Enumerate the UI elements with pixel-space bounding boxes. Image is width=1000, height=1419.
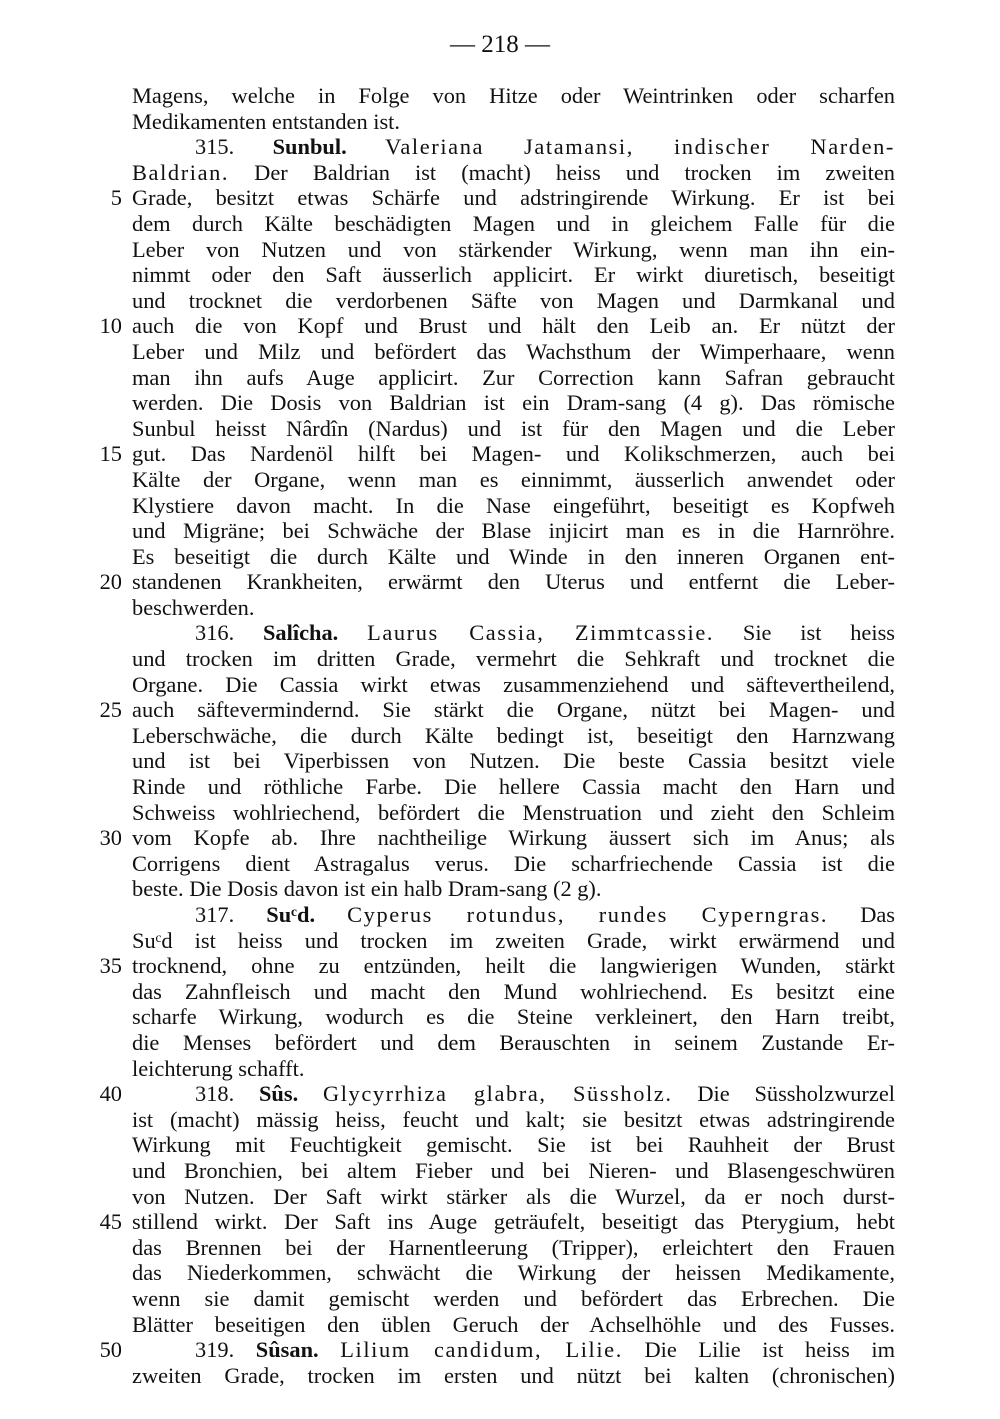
text-line	[0, 800, 1000, 826]
text-run: zweiten Grade, trocken im ersten und nützt bei kalten (chronischen)	[132, 1362, 895, 1388]
line-text	[132, 1209, 895, 1235]
botanical-name: Lilium candidum, Lilie.	[340, 1337, 623, 1363]
line-text	[132, 518, 895, 544]
text-run	[298, 1081, 323, 1106]
text-run: Medikamenten entstanden ist.	[132, 108, 400, 134]
text-line	[0, 1030, 1000, 1056]
text-run: Organe. Die Cassia wirkt etwas zusammenziehend und säftevertheilend,	[132, 671, 895, 697]
botanical-name: Valeriana Jatamansi, indischer Narden-	[385, 134, 895, 160]
text-run: Der Baldrian ist (macht) heiss und trocken im zweiten	[229, 159, 895, 185]
line-text	[132, 876, 895, 902]
text-run: und ist bei Viperbissen von Nutzen. Die beste Cassia besitzt viele	[132, 748, 895, 774]
text-run: beste. Die Dosis davon ist ein halb Dram-sang (2 g).	[132, 876, 602, 902]
text-run: Die Lilie ist heiss im	[622, 1337, 896, 1363]
text-run: wenn sie damit gemischt werden und befördert das Erbrechen. Die	[132, 1285, 895, 1311]
text-line	[0, 416, 1000, 442]
text-line	[0, 620, 1000, 646]
text-line	[0, 288, 1000, 314]
text-line	[0, 569, 1000, 595]
text-run: und Migräne; bei Schwäche der Blase injicirt man es in die Harnröhre.	[132, 518, 895, 544]
botanical-name: Cyperus rotundus, rundes Cyperngras.	[347, 902, 829, 927]
text-line	[0, 365, 1000, 391]
body-text	[0, 83, 1000, 1388]
line-text	[132, 851, 895, 877]
text-run: scharfe Wirkung, wodurch es die Steine verkleinert, den Harn treibt,	[132, 1004, 895, 1030]
text-line	[0, 83, 1000, 109]
line-text	[132, 672, 895, 698]
line-text	[132, 646, 895, 672]
entry-heading: Salîcha.	[262, 620, 339, 646]
line-text	[132, 1132, 895, 1158]
text-line	[0, 493, 1000, 519]
line-text	[132, 1312, 895, 1338]
text-line	[0, 928, 1000, 954]
line-text	[132, 1260, 895, 1286]
line-number: 45	[99, 1209, 122, 1235]
text-run: trocknend, ohne zu entzünden, heilt die langwierigen Wunden, stärkt	[132, 953, 895, 979]
line-text	[132, 825, 895, 851]
line-text	[132, 365, 895, 391]
text-run: und trocken im dritten Grade, vermehrt die Sehkraft und trocknet die	[132, 646, 895, 672]
botanical-name: Laurus Cassia, Zimmtcassie.	[367, 620, 715, 646]
text-run: werden. Die Dosis von Baldrian ist ein Dram-sang (4 g). Das römische	[132, 390, 895, 416]
text-run: leichterung schafft.	[132, 1055, 305, 1081]
line-text	[132, 1158, 895, 1184]
line-text	[132, 262, 895, 288]
line-number: 30	[99, 825, 122, 851]
text-line	[0, 1132, 1000, 1158]
text-run: die Menses befördert und dem Berauschten in seinem Zustande Er-	[132, 1029, 895, 1055]
line-number: 15	[99, 441, 122, 467]
line-number: 35	[99, 953, 122, 979]
line-number: 5	[110, 185, 122, 211]
text-run: das Niederkommen, schwächt die Wirkung der heissen Medikamente,	[132, 1260, 895, 1286]
line-text	[132, 390, 895, 416]
text-line	[0, 876, 1000, 902]
text-line	[0, 979, 1000, 1005]
text-run: das Brennen bei der Harnentleerung (Tripper), erleichtert den Frauen	[132, 1234, 895, 1260]
text-line	[0, 1312, 1000, 1338]
line-text	[132, 1184, 895, 1210]
text-run: Leber und Milz und befördert das Wachsthum der Wimperhaare, wenn	[132, 338, 895, 364]
text-line	[0, 390, 1000, 416]
text-run: beschwerden.	[132, 594, 255, 620]
text-run: nimmt oder den Saft äusserlich applicirt. Er wirkt diuretisch, beseitigt	[132, 262, 895, 288]
line-number: 20	[99, 569, 122, 595]
text-line	[0, 774, 1000, 800]
text-line	[0, 1260, 1000, 1286]
line-number: 40	[99, 1081, 122, 1107]
text-line	[0, 262, 1000, 288]
text-run: und Bronchien, bei altem Fieber und bei Nieren- und Blasengeschwüren	[132, 1157, 895, 1183]
line-number: 50	[99, 1337, 122, 1363]
line-text	[195, 620, 895, 646]
text-run: 318.	[195, 1081, 259, 1107]
line-text	[132, 1107, 895, 1133]
text-run: man ihn aufs Auge applicirt. Zur Correction kann Safran gebraucht	[132, 364, 895, 390]
text-run: Leber von Nutzen und von stärkender Wirkung, wenn man ihn ein-	[132, 236, 895, 262]
text-run: Magens, welche in Folge von Hitze oder Weintrinken oder scharfen	[132, 83, 895, 108]
line-number: 25	[99, 697, 122, 723]
text-line	[0, 1363, 1000, 1389]
line-text	[195, 1337, 895, 1363]
entry-heading: Sûs.	[258, 1081, 299, 1107]
text-line	[0, 723, 1000, 749]
text-run	[338, 620, 367, 645]
line-text	[132, 1286, 895, 1312]
botanical-name: Glycyrrhiza glabra, Süssholz.	[322, 1081, 673, 1107]
text-line	[0, 185, 1000, 211]
line-text	[132, 774, 895, 800]
line-text	[132, 1363, 895, 1389]
text-line	[0, 748, 1000, 774]
line-text	[195, 902, 895, 928]
line-text	[132, 339, 895, 365]
line-number: 10	[99, 313, 122, 339]
text-run: Es beseitigt die durch Kälte und Winde in den inneren Organen ent-	[132, 543, 895, 569]
line-text	[132, 441, 895, 467]
text-run: Sunbul heisst Nârdîn (Nardus) und ist für den Magen und die Leber	[132, 415, 895, 441]
text-run: Schweiss wohlriechend, befördert die Menstruation und zieht den Schleim	[132, 799, 895, 825]
text-line	[0, 672, 1000, 698]
text-run: das Zahnfleisch und macht den Mund wohlriechend. Es besitzt eine	[132, 978, 895, 1004]
line-text	[132, 237, 895, 263]
text-run: Die Süssholzwurzel	[672, 1081, 895, 1107]
text-line	[0, 1286, 1000, 1312]
text-line	[0, 697, 1000, 723]
line-text	[132, 800, 895, 826]
text-line	[0, 134, 1000, 160]
line-text	[132, 595, 895, 621]
text-line	[0, 851, 1000, 877]
line-text	[132, 544, 895, 570]
text-line	[0, 1184, 1000, 1210]
text-line	[0, 518, 1000, 544]
text-run: Klystiere davon macht. In die Nase eingeführt, beseitigt es Kopfweh	[132, 492, 895, 518]
text-line	[0, 160, 1000, 186]
text-run: und trocknet die verdorbenen Säfte von Magen und Darmkanal und	[132, 287, 895, 313]
text-run: auch säftevermindernd. Sie stärkt die Organe, nützt bei Magen- und	[132, 697, 895, 723]
text-run: gut. Das Nardenöl hilft bei Magen- und Kolikschmerzen, auch bei	[132, 441, 895, 467]
text-run: auch die von Kopf und Brust und hält den Leib an. Er nützt der	[132, 313, 895, 339]
text-line	[0, 1107, 1000, 1133]
text-line	[0, 1337, 1000, 1363]
line-text	[132, 467, 895, 493]
text-run	[319, 1337, 341, 1362]
text-run: 316.	[195, 620, 263, 646]
page-number-header: — 218 —	[450, 31, 550, 58]
line-text	[132, 185, 895, 211]
line-text	[132, 493, 895, 519]
text-run: stillend wirkt. Der Saft ins Auge geträufelt, beseitigt das Pterygium, hebt	[132, 1209, 895, 1235]
line-text	[132, 1235, 895, 1261]
line-text	[132, 313, 895, 339]
line-text	[132, 1030, 895, 1056]
line-text	[132, 1004, 895, 1030]
line-text	[132, 160, 895, 186]
text-run: 315.	[195, 134, 273, 160]
text-line	[0, 953, 1000, 979]
text-run: Blätter beseitigen den üblen Geruch der Achselhöhle und des Fusses.	[132, 1311, 895, 1337]
line-text	[132, 979, 895, 1005]
line-text	[195, 1081, 895, 1107]
line-text	[132, 109, 895, 135]
line-text	[132, 211, 895, 237]
entry-heading: Sûsan.	[255, 1337, 319, 1363]
line-text	[132, 928, 895, 954]
text-run: Suᶜd ist heiss und trocken im zweiten Grade, wirkt erwärmend und	[132, 927, 895, 953]
text-line	[0, 1209, 1000, 1235]
text-run: von Nutzen. Der Saft wirkt stärker als die Wurzel, da er noch durst-	[132, 1183, 895, 1209]
line-text	[195, 134, 895, 160]
text-line	[0, 339, 1000, 365]
text-line	[0, 646, 1000, 672]
line-text	[132, 697, 895, 723]
text-line	[0, 1081, 1000, 1107]
text-run	[347, 134, 385, 159]
text-line	[0, 1158, 1000, 1184]
text-line	[0, 1056, 1000, 1082]
text-run: 317.	[195, 902, 267, 927]
text-line	[0, 467, 1000, 493]
line-text	[132, 723, 895, 749]
line-text	[132, 569, 895, 595]
text-line	[0, 211, 1000, 237]
text-line	[0, 109, 1000, 135]
text-run: 319.	[195, 1337, 256, 1363]
text-run: dem durch Kälte beschädigten Magen und in gleichem Falle für die	[132, 210, 895, 236]
text-run: Sie ist heiss	[714, 620, 896, 646]
line-text	[132, 416, 895, 442]
text-run: Grade, besitzt etwas Schärfe und adstringirende Wirkung. Er ist bei	[132, 185, 895, 211]
text-line	[0, 1004, 1000, 1030]
line-text	[132, 83, 895, 109]
text-run: Das	[828, 902, 896, 927]
text-run: Wirkung mit Feuchtigkeit gemischt. Sie ist bei Rauhheit der Brust	[132, 1132, 895, 1158]
botanical-name: Baldrian.	[132, 159, 230, 185]
text-run: ist (macht) mässig heiss, feucht und kalt; sie besitzt etwas adstringirende	[132, 1106, 895, 1132]
text-line	[0, 237, 1000, 263]
entry-heading: Sunbul.	[272, 134, 347, 160]
text-run: Kälte der Organe, wenn man es einnimmt, äusserlich anwendet oder	[132, 466, 895, 492]
line-text	[132, 953, 895, 979]
entry-heading: Suᶜd.	[266, 902, 316, 927]
text-line	[0, 544, 1000, 570]
text-line	[0, 902, 1000, 928]
line-text	[132, 288, 895, 314]
text-run: vom Kopfe ab. Ihre nachtheilige Wirkung äussert sich im Anus; als	[132, 825, 895, 851]
line-text	[132, 1056, 895, 1082]
line-text	[132, 748, 895, 774]
text-line	[0, 313, 1000, 339]
text-line	[0, 441, 1000, 467]
text-line	[0, 825, 1000, 851]
text-run: Corrigens dient Astragalus verus. Die scharfriechende Cassia ist die	[132, 850, 895, 876]
text-line	[0, 595, 1000, 621]
text-run	[315, 902, 347, 927]
text-run: Leberschwäche, die durch Kälte bedingt ist, beseitigt den Harnzwang	[132, 722, 895, 748]
text-run: standenen Krankheiten, erwärmt den Uterus und entfernt die Leber-	[132, 569, 895, 595]
text-run: Rinde und röthliche Farbe. Die hellere Cassia macht den Harn und	[132, 774, 895, 800]
text-line	[0, 1235, 1000, 1261]
